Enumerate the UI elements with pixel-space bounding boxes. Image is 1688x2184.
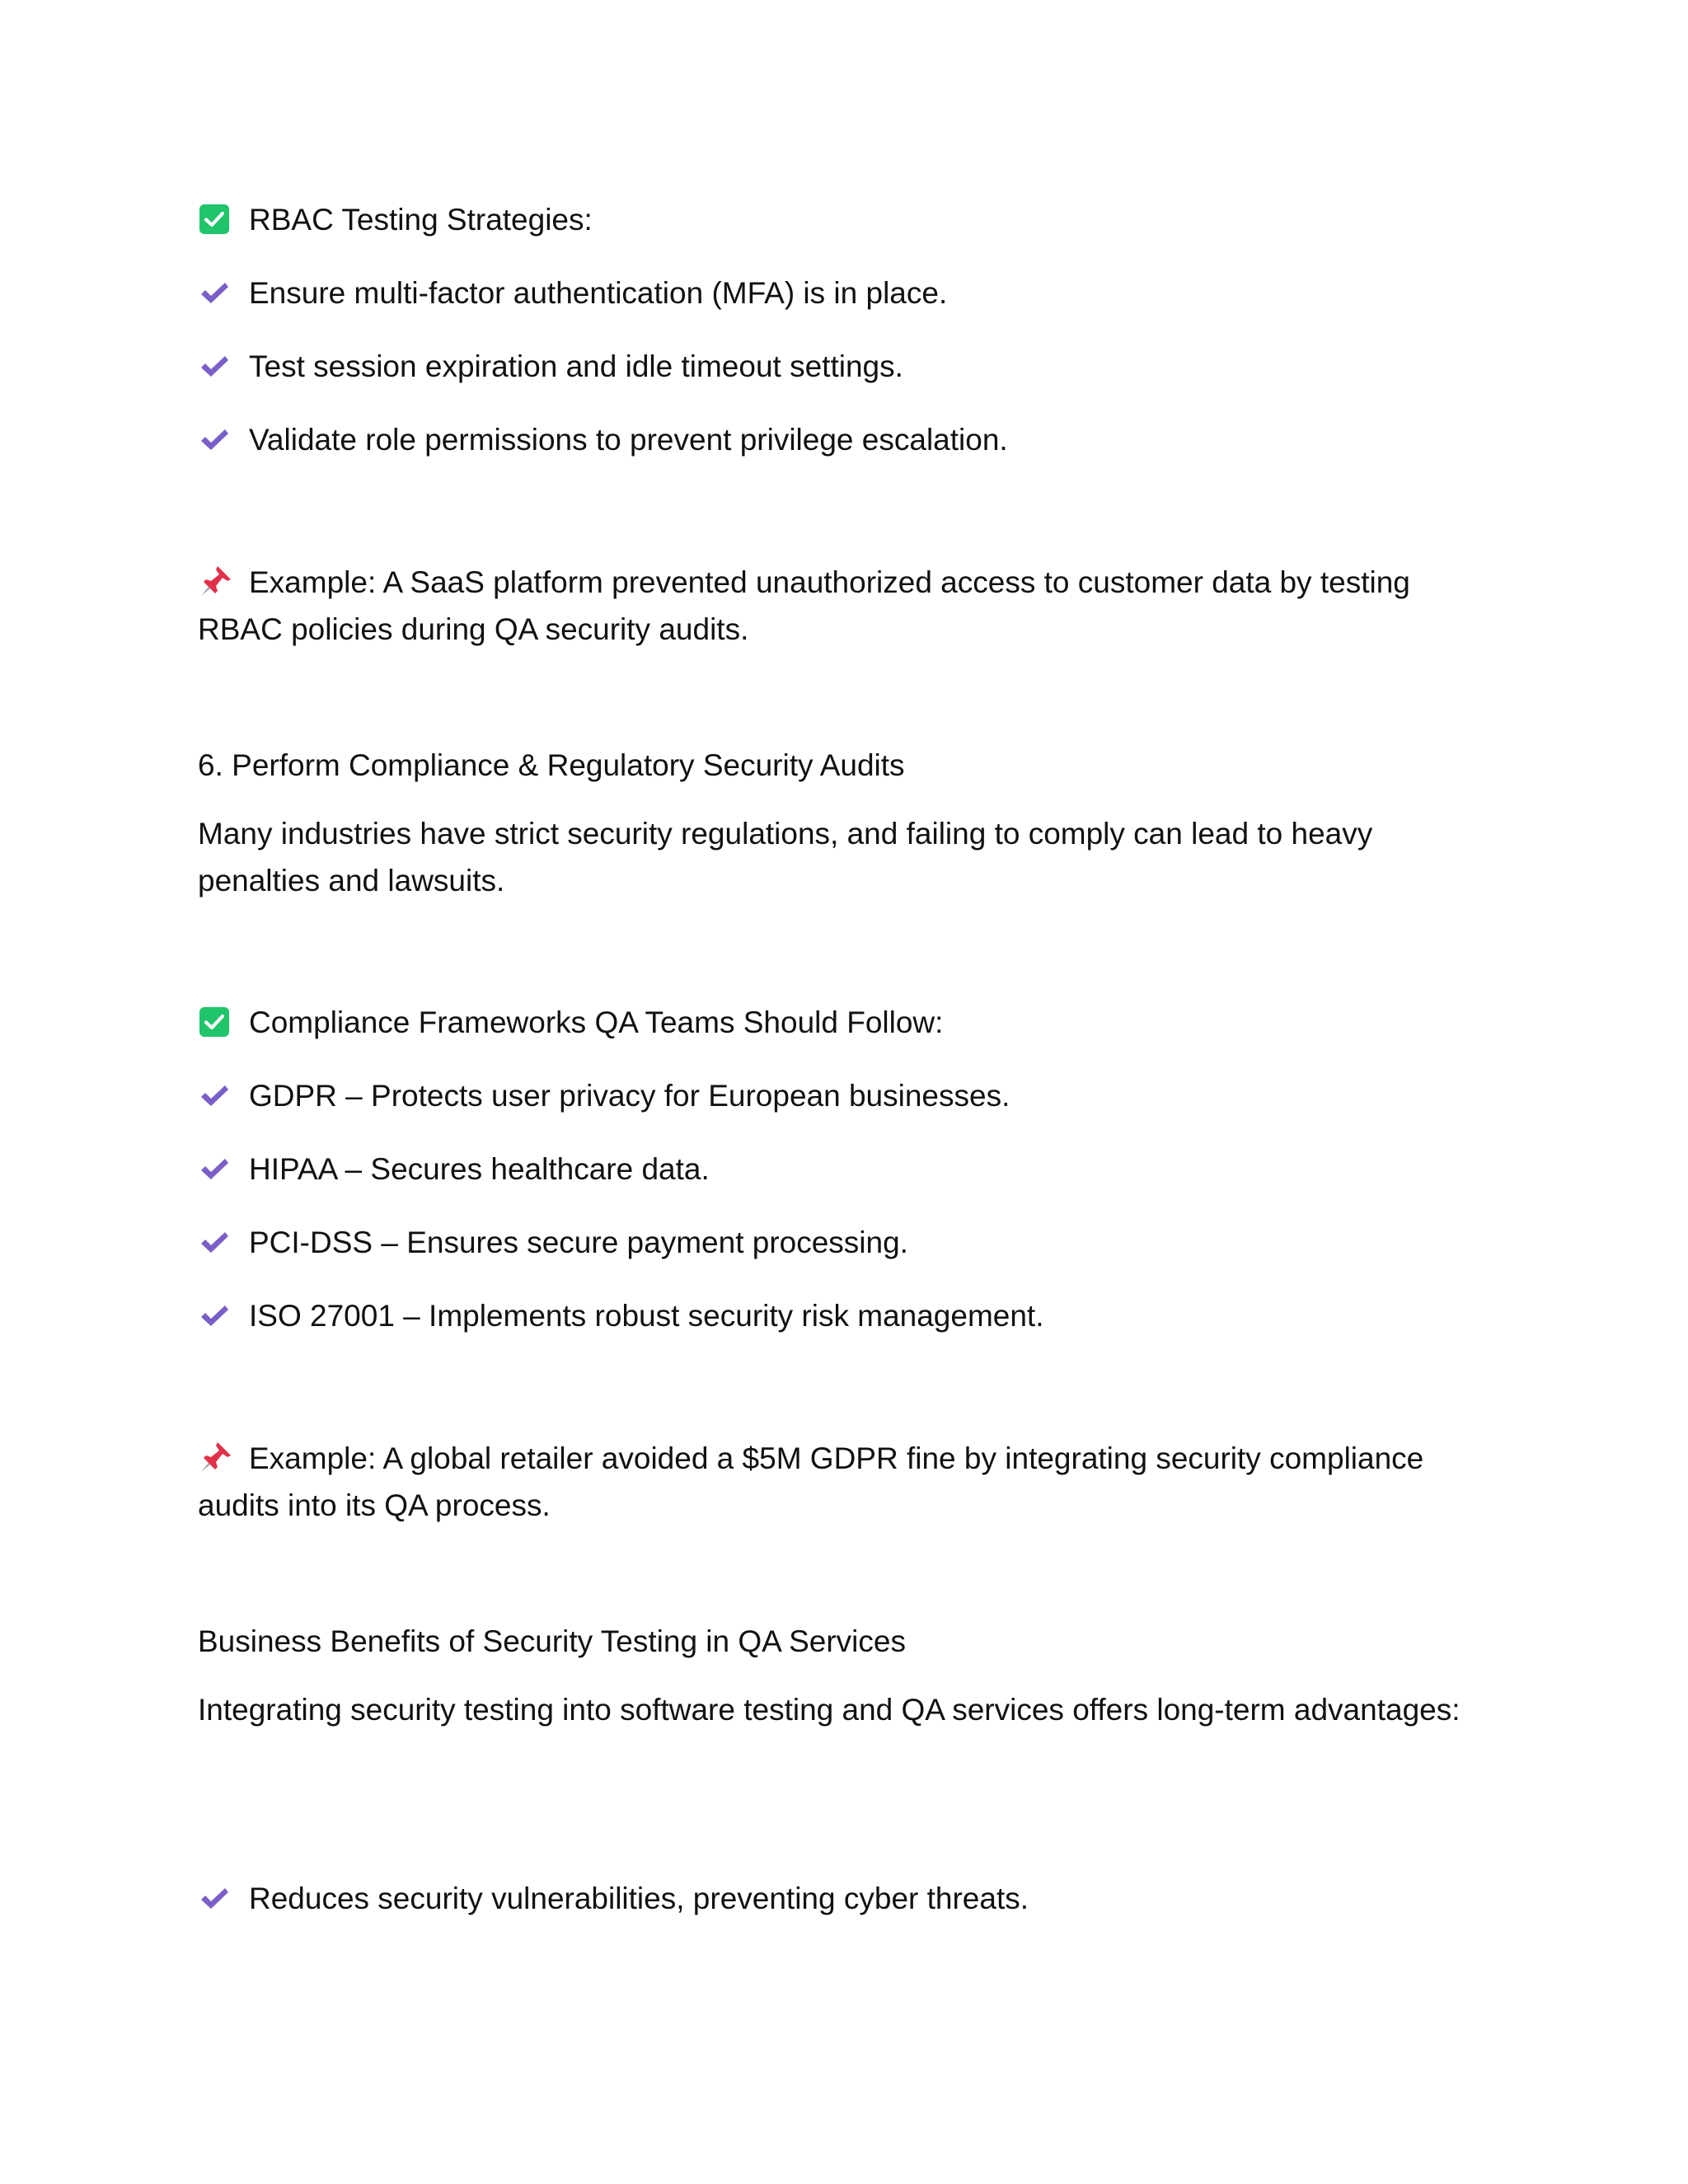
heavy-check-mark-icon <box>198 349 231 382</box>
list-item-text: Test session expiration and idle timeout settings. <box>249 349 903 383</box>
compliance-title: Compliance Frameworks QA Teams Should Follow: <box>249 1005 944 1039</box>
heavy-check-mark-icon <box>198 1079 231 1112</box>
section-intro: Many industries have strict security regulations, and failing to comply can lead to heavy penalties and lawsuits. <box>198 817 1373 898</box>
white-heavy-check-mark-icon <box>198 203 231 236</box>
list-item <box>198 1072 1492 1119</box>
heavy-check-mark-icon <box>198 1299 231 1332</box>
white-heavy-check-mark-icon <box>198 1005 231 1038</box>
section-heading: Business Benefits of Security Testing in QA Services <box>198 1624 906 1658</box>
section-intro: Integrating security testing into software testing and QA services offers long-term advantages: <box>198 1693 1461 1727</box>
list-item-text: ISO 27001 – Implements robust security risk management. <box>249 1299 1044 1333</box>
pushpin-icon <box>198 1439 234 1475</box>
list-item-text: GDPR – Protects user privacy for European businesses. <box>249 1079 1010 1113</box>
heavy-check-mark-icon <box>198 1226 231 1258</box>
list-item <box>198 1292 1492 1339</box>
list-item <box>198 269 1492 316</box>
heavy-check-mark-icon <box>198 276 231 309</box>
list-item-text: PCI-DSS – Ensures secure payment processing. <box>249 1226 908 1259</box>
list-item-text: Ensure multi-factor authentication (MFA) is in place. <box>249 276 948 310</box>
pushpin-icon <box>198 563 234 599</box>
list-item <box>198 1219 1492 1266</box>
example-text: Example: A SaaS platform prevented unauthorized access to customer data by testing RBAC policies during QA security audits. <box>198 565 1410 646</box>
list-item-text: Validate role permissions to prevent privilege escalation. <box>249 423 1008 457</box>
compliance-title-line <box>198 999 1492 1046</box>
rbac-title: RBAC Testing Strategies: <box>249 203 593 237</box>
list-item <box>198 343 1492 390</box>
list-item <box>198 1875 1492 1922</box>
rbac-title-line <box>198 196 1492 243</box>
heavy-check-mark-icon <box>198 1882 231 1915</box>
compliance-example <box>198 1435 1492 1529</box>
list-item <box>198 1146 1492 1193</box>
heavy-check-mark-icon <box>198 1152 231 1185</box>
list-item-text: HIPAA – Secures healthcare data. <box>249 1152 710 1186</box>
heavy-check-mark-icon <box>198 423 231 456</box>
list-item <box>198 416 1492 463</box>
list-item-text: Reduces security vulnerabilities, preventing cyber threats. <box>249 1882 1029 1915</box>
rbac-example <box>198 559 1492 653</box>
section-heading: 6. Perform Compliance & Regulatory Security Audits <box>198 748 905 782</box>
example-text: Example: A global retailer avoided a $5M GDPR fine by integrating security compliance audits into its QA process. <box>198 1441 1424 1522</box>
